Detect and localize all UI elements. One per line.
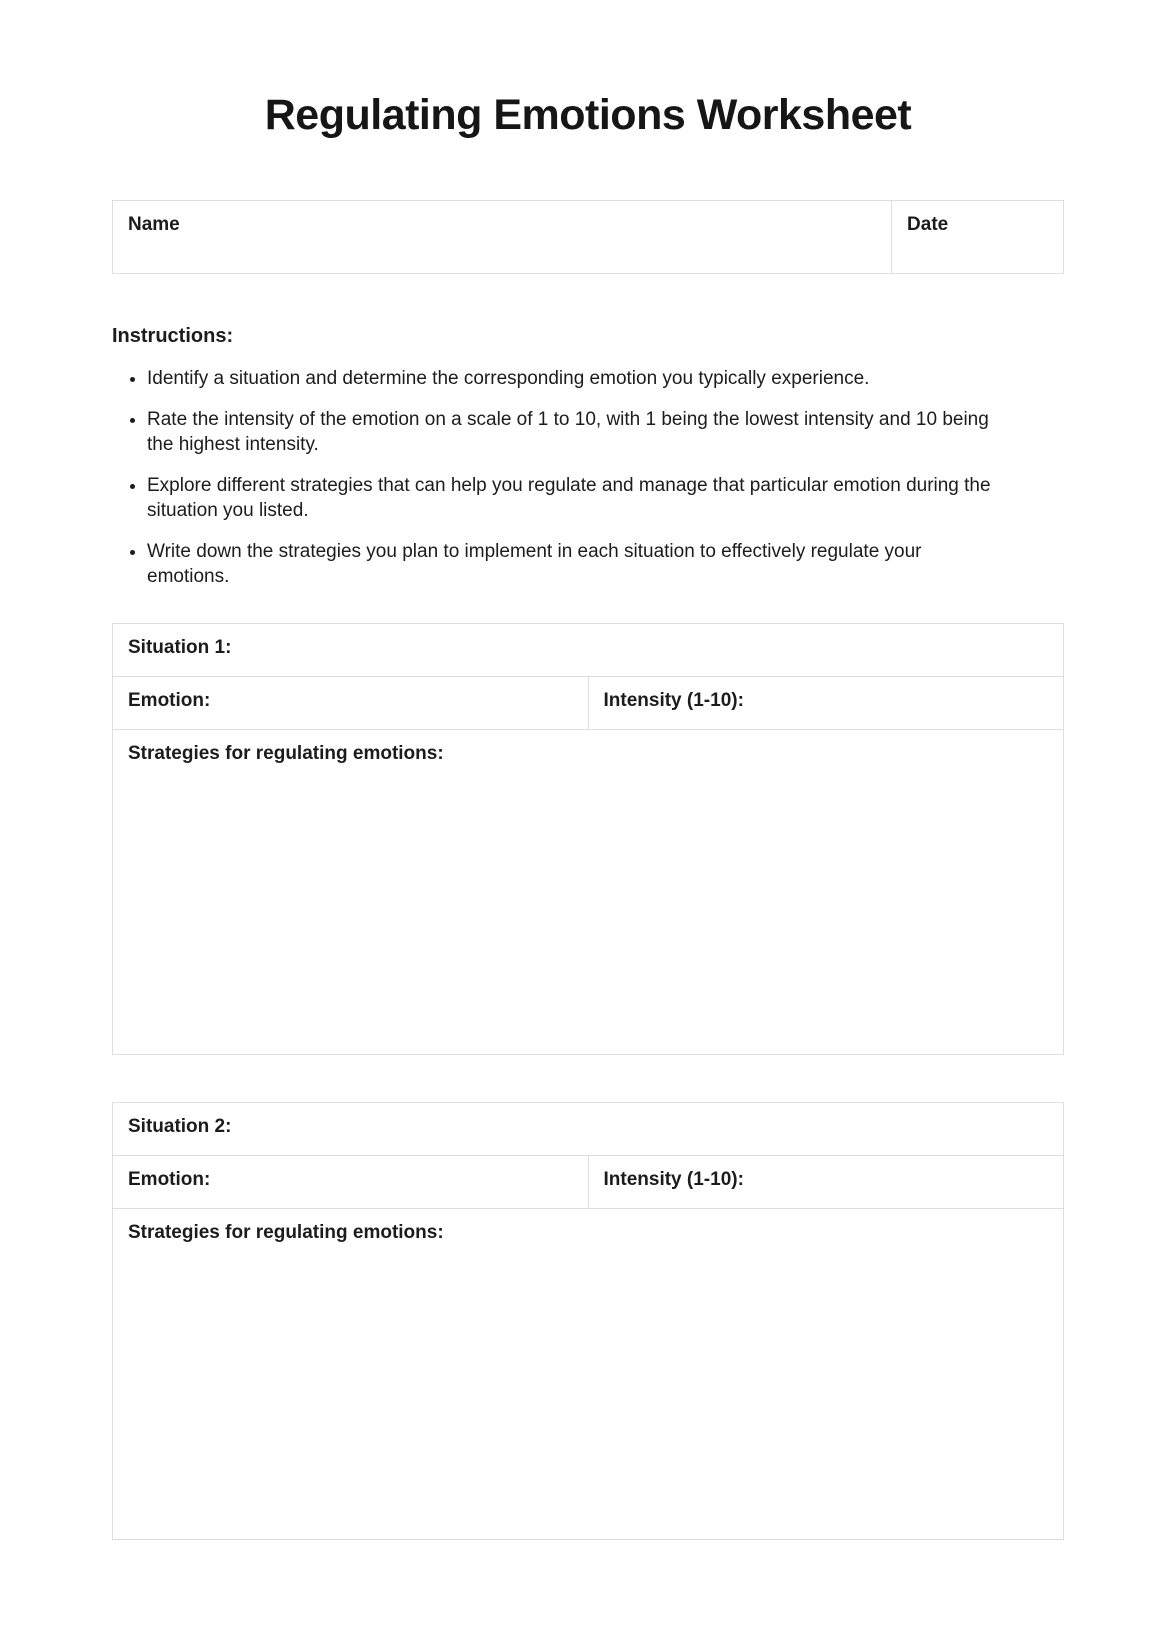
page-title: Regulating Emotions Worksheet: [264, 91, 912, 139]
strategies-label: Strategies for regulating emotions:: [128, 1222, 444, 1243]
situation-1-emotion-row: [113, 677, 1064, 730]
name-input-area[interactable]: [128, 236, 876, 282]
situation-1-intensity-field[interactable]: [588, 677, 1064, 730]
situation-2-emotion-row: [113, 1156, 1064, 1209]
instructions-heading: Instructions:: [112, 325, 234, 347]
instruction-item: • Write down the strategies you plan to implement in each situation to effectively regulate your emotions.: [147, 539, 1002, 589]
emotion-label: Emotion:: [128, 1169, 211, 1190]
strategies-label: Strategies for regulating emotions:: [128, 743, 444, 764]
situation-1-emotion-field[interactable]: [113, 677, 589, 730]
name-label: Name: [128, 214, 180, 235]
name-field[interactable]: [113, 201, 892, 274]
situation-1-strategies-row: [113, 730, 1064, 1055]
instruction-item: • Explore different strategies that can help you regulate and manage that particular emotion during the situation you listed.: [147, 473, 1002, 523]
situation-1-field[interactable]: [113, 624, 1064, 677]
situation-2-field[interactable]: [113, 1103, 1064, 1156]
situation-1-table: [112, 623, 1064, 1055]
instruction-item: • Rate the intensity of the emotion on a scale of 1 to 10, with 1 being the lowest intensity and 10 being the highest intensity.: [147, 407, 1002, 457]
situation-2-intensity-field[interactable]: [588, 1156, 1064, 1209]
date-label: Date: [907, 214, 949, 235]
date-field[interactable]: [892, 201, 1064, 274]
name-date-row: [113, 201, 1064, 274]
situation-2-strategies-row: [113, 1209, 1064, 1540]
worksheet-content: [112, 0, 1064, 1540]
situation-2-emotion-field[interactable]: [113, 1156, 589, 1209]
situation-2-title-row: [113, 1103, 1064, 1156]
situation-1-title: Situation 1:: [128, 637, 232, 658]
instruction-item: • Identify a situation and determine the corresponding emotion you typically experience.: [147, 366, 1002, 391]
situation-1-strategies-input-area[interactable]: [128, 765, 1048, 1063]
intensity-label: Intensity (1-10):: [603, 1169, 744, 1190]
intensity-label: Intensity (1-10):: [603, 690, 744, 711]
situation-1-title-row: [113, 624, 1064, 677]
situation-2-table: [112, 1102, 1064, 1540]
name-date-table: [112, 200, 1064, 274]
emotion-label: Emotion:: [128, 690, 211, 711]
situation-1-strategies-field[interactable]: [113, 730, 1064, 1055]
instructions-list: [112, 366, 1064, 589]
situation-2-title: Situation 2:: [128, 1116, 232, 1137]
situation-2-strategies-field[interactable]: [113, 1209, 1064, 1540]
date-input-area[interactable]: [907, 236, 1048, 282]
situation-2-strategies-input-area[interactable]: [128, 1244, 1048, 1548]
